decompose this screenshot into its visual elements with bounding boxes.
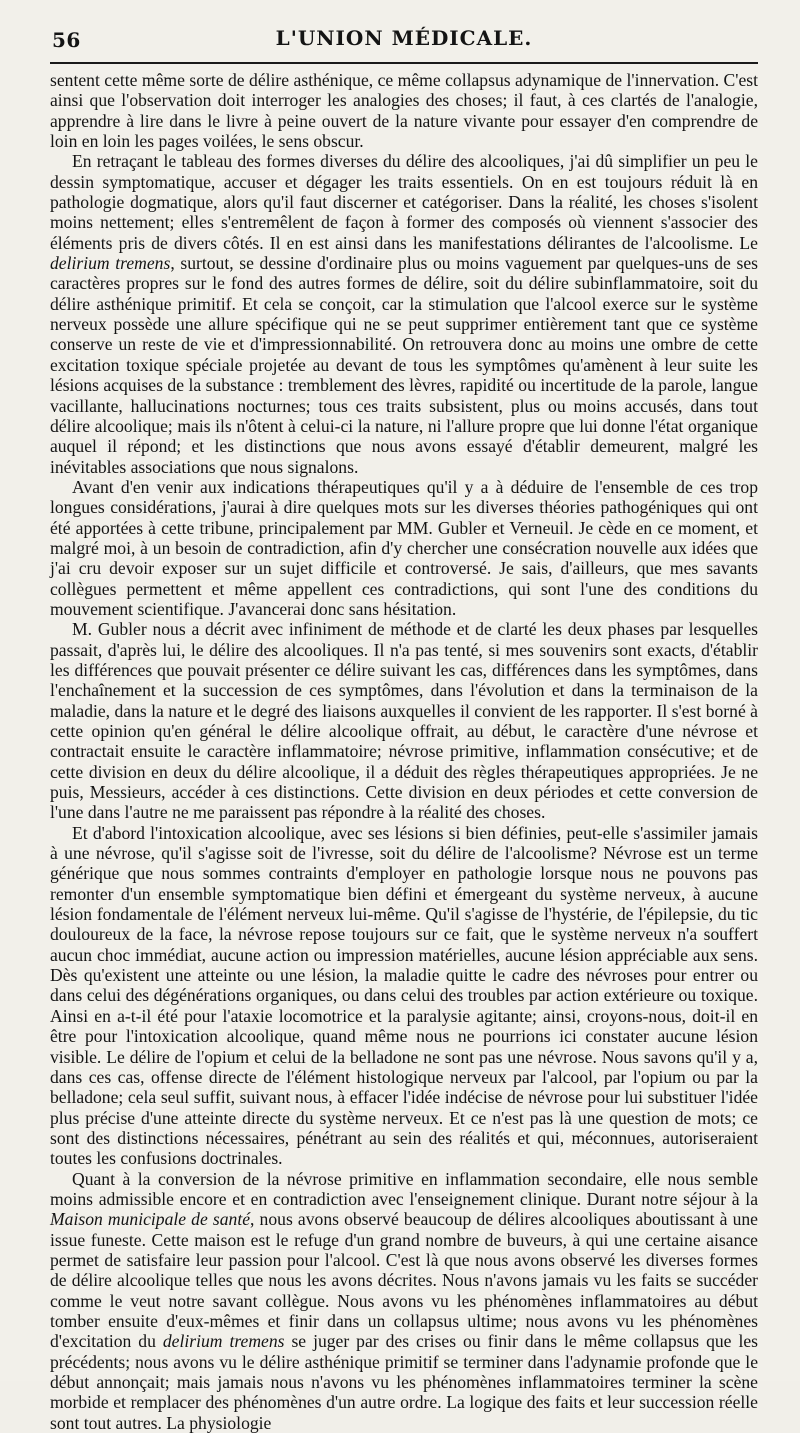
paragraph: [50, 70, 758, 151]
header-rule: [50, 62, 758, 64]
page-header: [50, 22, 758, 52]
italic-text: delirium tremens: [162, 1331, 285, 1352]
text-segment: , nous avons observé beaucoup de délires alcooliques aboutissant à une issue funeste. Cette maison est le refuge d'un grand nombre de buveurs, à qui une certaine aisance permet de satisfaire leur passion pour l'alcool. C'est là que nous avons observé les diverses formes de délire alcoolique telles que nous les avons décrites. Nous n'avons jamais vu les faits se succéder comme le veut notre savant collègue. Nous avons vu les phénomènes inflammatoires au début tomber ensuite d'eux-mêmes et finir dans un collapsus ultime; nous avons vu les phénomènes d'excitation du: [50, 1209, 758, 1352]
text-segment: sentent cette même sorte de délire asthénique, ce même collapsus adynamique de l'innervation. C'est ainsi que l'observation doit interroger les analogies des choses; il faut, à ces clartés de l'analogie, apprendre à lire dans le livre à peine ouvert de la nature vivante pour essayer d'en comprendre de loin en loin les pages voilées, le sens obscur.: [50, 70, 758, 152]
running-head: L'UNION MÉDICALE.: [275, 26, 533, 50]
text-segment: M. Gubler nous a décrit avec infiniment de méthode et de clarté les deux phases par lesquelles passait, d'après lui, le délire des alcooliques. Il n'a pas tenté, si mes souvenirs sont exacts, d'établir les différences que pouvait présenter ce délire suivant les cas, différences dans les symptômes, dans l'enchaînement et la succession de ces symptômes, dans l'évolution et dans la terminaison de la maladie, dans la nature et le degré des liaisons auxquelles il convient de les rapporter. Il s'est borné à cette opinion qu'en général le délire alcoolique offrait, au début, le caractère d'une névrose et contractait ensuite le caractère inflammatoire; névrose primitive, inflammation consécutive; et de cette division en deux du délire alcoolique, il a déduit des règles thérapeutiques appropriées. Je ne puis, Messieurs, accéder à ces distinctions. Cette division en deux périodes et cette conversion de l'une dans l'autre ne me paraissent pas répondre à la réalité des choses.: [50, 619, 758, 823]
paragraph: [50, 823, 758, 1169]
text-segment: En retraçant le tableau des formes diverses du délire des alcooliques, j'ai dû simplifier un peu le dessin symptomatique, accuser et dégager les traits essentiels. On en est toujours réduit là en pathologie dogmatique, alors qu'il faut discerner et catégoriser. Dans la réalité, les choses s'isolent moins nettement; elles s'entremêlent de façon à former des composés où viennent s'associer des éléments pris de divers côtés. Il en est ainsi dans les manifestations délirantes de l'alcoolisme. Le: [50, 151, 758, 253]
text-segment: se juger par des crises ou finir dans le même collapsus que les précédents; nous avons vu le délire asthénique primitif se terminer dans l'adynamie profonde que le début annonçait; mais jamais nous n'avons vu les phénomènes inflammatoires terminer la scène morbide et remplacer des phénomènes d'un autre ordre. La logique des faits et leur succession réelle sont tout autres. La physiologie: [50, 1331, 758, 1433]
paragraph: [50, 151, 758, 477]
text-segment: Avant d'en venir aux indications thérapeutiques qu'il y a à déduire de l'ensemble de ces trop longues considérations, j'aurai à dire quelques mots sur les diverses théories pathogéniques qui ont été apportées à cette tribune, principalement par MM. Gubler et Verneuil. Je cède en ce moment, et malgré moi, à un besoin de contradiction, afin d'y chercher une consécration nouvelle aux idées que j'ai cru devoir exposer sur un sujet difficile et controversé. Je sais, d'ailleurs, que mes savants collègues permettent et même appellent ces contradictions, qui sont l'une des conditions du mouvement scientifique. J'avancerai donc sans hésitation.: [50, 476, 758, 619]
page-number: 56: [52, 28, 81, 52]
article-body: [50, 70, 758, 1433]
text-segment: , surtout, se dessine d'ordinaire plus ou moins vaguement par quelques-uns de ses caractères propres sur le fond des autres formes de délire, soit du délire subinflammatoire, soit du délire asthénique primitif. Et cela se conçoit, car la stimulation que l'alcool exerce sur le système nerveux possède une allure spécifique qui ne se peut supprimer entièrement tant que ce système conserve un reste de vie et d'impressionnabilité. On retrouvera donc au moins une ombre de cette excitation toxique spéciale projetée au devant de tous les symptômes qu'amènent à leur suite les lésions acquises de la substance : tremblement des lèvres, rapidité ou incertitude de la parole, langue vacillante, hallucinations nocturnes; tous ces traits subsistent, plus ou moins accusés, dans tout délire alcoolique; mais ils n'ôtent à celui-ci la nature, ni l'allure propre que lui donne l'état organique auquel il répond; et les distinctions que nous avons essayé d'établir demeurent, malgré les inévitables associations que nous signalons.: [50, 253, 759, 477]
paragraph: [50, 477, 758, 619]
paragraph: [50, 1169, 758, 1433]
text-segment: Quant à la conversion de la névrose primitive en inflammation secondaire, elle nous semble moins admissible encore et en contradiction avec l'enseignement clinique. Durant notre séjour à la: [50, 1168, 758, 1209]
paragraph: [50, 619, 758, 822]
italic-text: Maison municipale de santé: [50, 1209, 251, 1230]
text-segment: Et d'abord l'intoxication alcoolique, avec ses lésions si bien définies, peut-elle s'assimiler jamais à une névrose, qu'il s'agisse soit de l'ivresse, soit du délire de l'alcoolisme? Névrose est un terme générique que nous sommes contraints d'employer en pathologie lorsque nous ne pouvons pas remonter d'un ensemble symptomatique bien défini et émergeant du système nerveux, à aucune lésion fondamentale de l'élément nerveux lui-même. Qu'il s'agisse de l'hystérie, de l'épilepsie, du tic douloureux de la face, la névrose repose toujours sur ce fait, que le système nerveux n'a souffert aucun choc immédiat, aucune action ou impression matérielles, aucune lésion appréciable aux sens. Dès qu'existent une atteinte ou une lésion, la maladie quitte le cadre des névroses pour entrer ou dans celui des dégénérations organiques, ou dans celui des troubles par action extérieure ou toxique. Ainsi en a-t-il été pour l'ataxie locomotrice et la paralysie agitante; ainsi, croyons-nous, doit-il en être pour l'intoxication alcoolique, quand même nous ne pourrions ici constater aucune lésion visible. Le délire de l'opium et celui de la belladone ne sont pas une névrose. Nous savons qu'il y a, dans ces cas, offense directe de l'élément histologique nerveux par l'alcool, par l'opium ou par la belladone; cela seul suffit, suivant nous, à effacer l'idée indécise de névrose pour lui substituer l'idée plus précise d'une atteinte directe du système nerveux. Et ce n'est pas là une question de mots; ce sont des distinctions nécessaires, pénétrant au sein des réalités et qui, méconnues, autoriseraient toutes les confusions doctrinales.: [50, 822, 758, 1169]
italic-text: delirium tremens: [50, 253, 171, 274]
